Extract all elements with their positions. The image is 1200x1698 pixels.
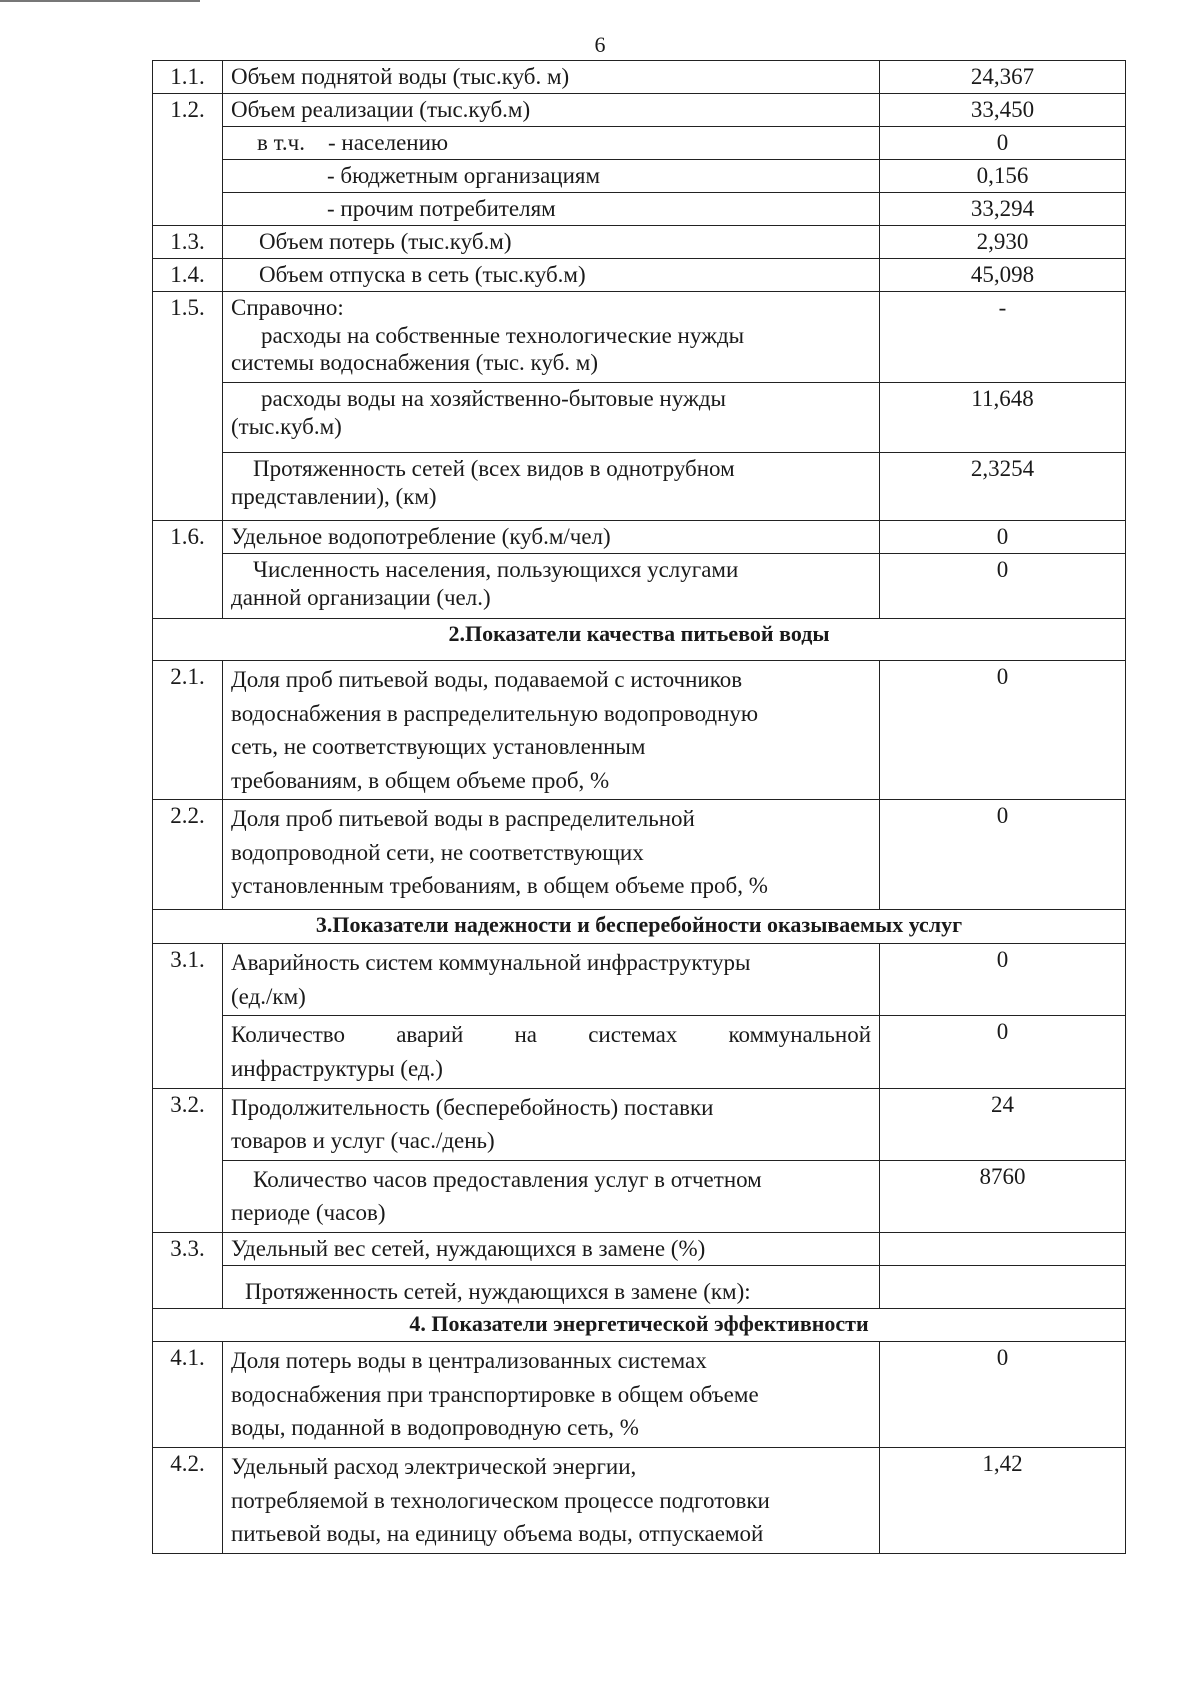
row-label-line: расходы на собственные технологические нужды <box>261 322 745 348</box>
row-label <box>223 1016 880 1088</box>
table-row <box>153 1265 1126 1308</box>
row-number: 2.1. <box>153 661 223 800</box>
row-value: 0 <box>880 944 1126 1016</box>
row-value: 33,450 <box>880 94 1126 127</box>
table-row <box>153 160 1126 193</box>
row-label-line: Количество аварий на системах коммунальной <box>231 1022 871 1048</box>
row-label <box>223 453 880 521</box>
row-value: 0 <box>880 800 1126 910</box>
row-label: - бюджетным организациям <box>223 160 880 193</box>
row-label-line: водоснабжения при транспортировке в общем объеме <box>231 1381 759 1407</box>
table-row <box>153 292 1126 383</box>
table-row <box>153 94 1126 127</box>
table-row <box>153 1088 1126 1160</box>
row-label-line: Удельный расход электрической энергии, <box>231 1453 637 1479</box>
table-row <box>153 661 1126 800</box>
row-number: 4.1. <box>153 1341 223 1447</box>
row-label-line: представлении), (км) <box>231 483 437 509</box>
page-number: 6 <box>594 32 606 57</box>
row-number: 3.2. <box>153 1088 223 1232</box>
table-row <box>153 554 1126 619</box>
row-label-line: Доля проб питьевой воды, подаваемой с источников <box>231 667 743 692</box>
row-label-line: (ед./км) <box>231 983 306 1009</box>
row-label-line: водопроводной сети, не соответствующих <box>231 839 644 865</box>
row-label-line: расходы воды на хозяйственно-бытовые нужды <box>261 386 726 411</box>
row-value: 0 <box>880 127 1126 160</box>
table-row <box>153 259 1126 292</box>
row-value: 0 <box>880 661 1126 800</box>
row-label-line: Количество часов предоставления услуг в отчетном <box>253 1166 762 1192</box>
table-row <box>153 1016 1126 1088</box>
row-number: 1.3. <box>153 226 223 259</box>
row-value: 0 <box>880 1016 1126 1088</box>
row-number: 1.2. <box>153 94 223 226</box>
row-label-line: Доля проб питьевой воды в распределительной <box>231 806 695 832</box>
table-row <box>153 800 1126 910</box>
row-number: 3.1. <box>153 944 223 1088</box>
table-row <box>153 383 1126 453</box>
row-label-line: инфраструктуры (ед.) <box>231 1056 443 1082</box>
row-label <box>223 292 880 383</box>
row-value: 0 <box>880 521 1126 554</box>
row-value: - <box>880 292 1126 383</box>
table-row <box>153 1447 1126 1553</box>
row-value: 2,3254 <box>880 453 1126 521</box>
row-label-line: (тыс.куб.м) <box>231 413 342 439</box>
table-row <box>153 453 1126 521</box>
row-label-line: воды, поданной в водопроводную сеть, % <box>231 1415 639 1441</box>
row-value: 0 <box>880 1341 1126 1447</box>
table-row <box>153 193 1126 226</box>
row-label <box>223 1088 880 1160</box>
row-label-line: периоде (часов) <box>231 1200 386 1226</box>
row-label: Объем реализации (тыс.куб.м) <box>223 94 880 127</box>
table-row <box>153 61 1126 94</box>
row-number: 1.4. <box>153 259 223 292</box>
row-label-line: Доля потерь воды в централизованных системах <box>231 1347 707 1373</box>
section-title: 2.Показатели качества питьевой воды <box>153 619 1126 661</box>
row-label-line: Аварийность систем коммунальной инфраструктуры <box>231 950 751 976</box>
row-value: 0,156 <box>880 160 1126 193</box>
row-value: 2,930 <box>880 226 1126 259</box>
section-header-row <box>153 910 1126 944</box>
row-label <box>223 383 880 453</box>
table-row <box>153 521 1126 554</box>
row-value: 1,42 <box>880 1447 1126 1553</box>
row-label-text: в т.ч. - населению <box>257 130 449 155</box>
table-row <box>153 1232 1126 1265</box>
row-number: 1.6. <box>153 521 223 619</box>
indicators-table <box>152 60 1126 1554</box>
row-label-line: Протяженность сетей (всех видов в однотрубном <box>253 456 735 481</box>
row-label: Объем поднятой воды (тыс.куб. м) <box>223 61 880 94</box>
section-header-row <box>153 1308 1126 1341</box>
row-label-line: системы водоснабжения (тыс. куб. м) <box>231 350 598 376</box>
row-value: 8760 <box>880 1160 1126 1232</box>
row-label-line: данной организации (чел.) <box>231 584 491 610</box>
row-label <box>223 1160 880 1232</box>
section-title: 4. Показатели энергетической эффективности <box>153 1308 1126 1341</box>
row-value <box>880 1232 1126 1265</box>
row-label: Объем отпуска в сеть (тыс.куб.м) <box>223 259 880 292</box>
row-value: 0 <box>880 554 1126 619</box>
row-label: Объем потерь (тыс.куб.м) <box>223 226 880 259</box>
row-label: - прочим потребителям <box>223 193 880 226</box>
row-label-line: установленным требованиям, в общем объеме проб, % <box>231 873 768 899</box>
row-label <box>223 1447 880 1553</box>
table-row <box>153 226 1126 259</box>
row-number: 2.2. <box>153 800 223 910</box>
row-label <box>223 1341 880 1447</box>
row-label <box>223 127 880 160</box>
row-label <box>223 800 880 910</box>
row-label-line: питьевой воды, на единицу объема воды, отпускаемой <box>231 1521 764 1547</box>
row-number: 1.1. <box>153 61 223 94</box>
row-label: Протяженность сетей, нуждающихся в замене (км): <box>223 1265 880 1308</box>
table-row <box>153 944 1126 1016</box>
row-label-line: сеть, не соответствующих установленным <box>231 734 646 760</box>
row-number: 3.3. <box>153 1232 223 1308</box>
row-value: 33,294 <box>880 193 1126 226</box>
row-number: 1.5. <box>153 292 223 521</box>
row-label-line: товаров и услуг (час./день) <box>231 1128 495 1154</box>
row-label <box>223 554 880 619</box>
row-label-line: требованиям, в общем объеме проб, % <box>231 767 610 793</box>
section-header-row <box>153 619 1126 661</box>
row-value: 24 <box>880 1088 1126 1160</box>
row-number: 4.2. <box>153 1447 223 1553</box>
row-value: 24,367 <box>880 61 1126 94</box>
row-label <box>223 661 880 800</box>
row-label-line: Численность населения, пользующихся услугами <box>253 557 739 582</box>
row-label <box>223 944 880 1016</box>
row-label: Удельное водопотребление (куб.м/чел) <box>223 521 880 554</box>
row-value <box>880 1265 1126 1308</box>
row-value: 45,098 <box>880 259 1126 292</box>
table-row <box>153 1160 1126 1232</box>
row-value: 11,648 <box>880 383 1126 453</box>
row-label-line: потребляемой в технологическом процессе подготовки <box>231 1487 770 1513</box>
row-label: Удельный вес сетей, нуждающихся в замене (%) <box>223 1232 880 1265</box>
row-label-line: Справочно: <box>231 295 344 320</box>
row-label-line: водоснабжения в распределительную водопроводную <box>231 700 759 726</box>
table-row <box>153 127 1126 160</box>
scan-corner-mark <box>0 0 200 2</box>
table-row <box>153 1341 1126 1447</box>
row-label-line: Продолжительность (бесперебойность) поставки <box>231 1094 714 1120</box>
section-title: 3.Показатели надежности и бесперебойности оказываемых услуг <box>153 910 1126 944</box>
